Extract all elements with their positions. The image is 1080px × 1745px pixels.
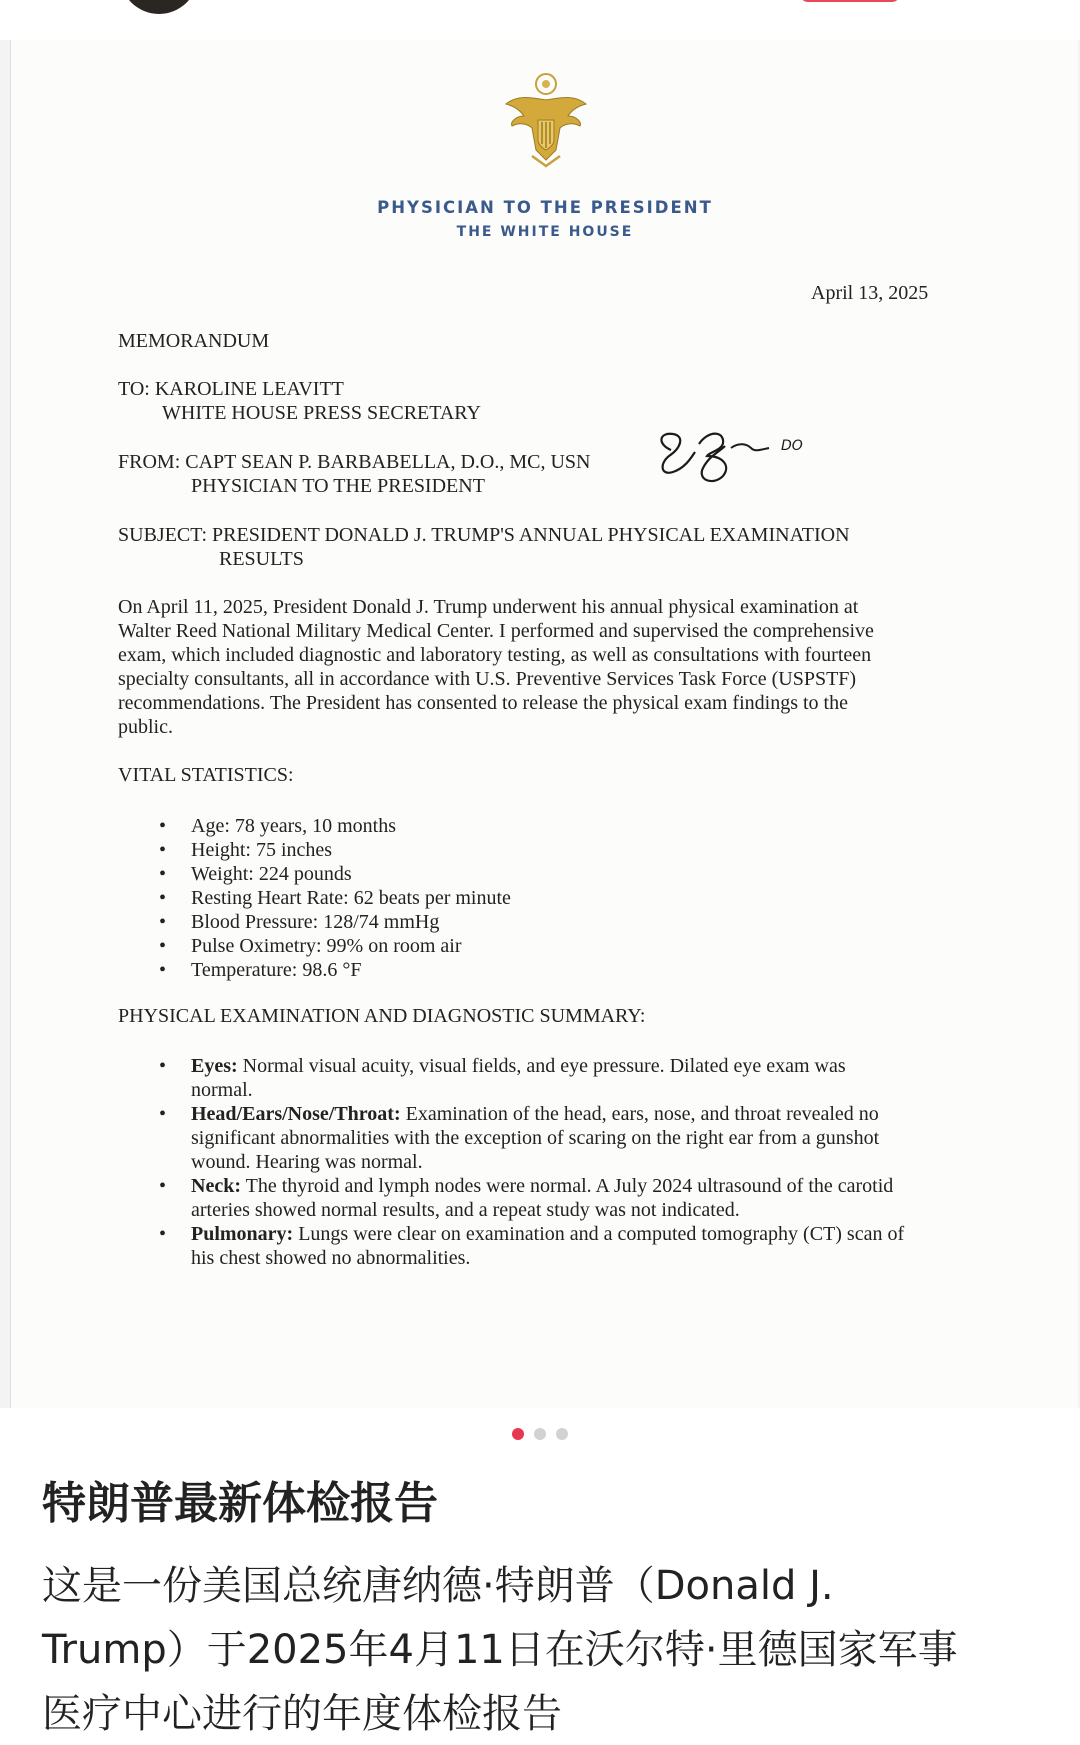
memo-intro-paragraph — [118, 595, 948, 739]
vital-item: • Temperature: 98.6 °F — [151, 958, 511, 982]
memo-subject-cont: RESULTS — [219, 548, 304, 570]
intro-line: On April 11, 2025, President Donald J. Trump underwent his annual physical examination at — [118, 596, 859, 618]
exam-item-text: The thyroid and lymph nodes were normal. A July 2024 ultrasound of the carotid — [240, 1175, 894, 1197]
pager-dot-3[interactable] — [556, 1428, 568, 1440]
vital-item: • Pulse Oximetry: 99% on room air — [151, 934, 511, 958]
letterhead-subtitle: THE WHITE HOUSE — [456, 224, 634, 240]
exam-item-text: arteries showed normal results, and a repeat study was not indicated. — [191, 1199, 740, 1221]
exam-item — [151, 1054, 971, 1102]
carousel-pager[interactable] — [0, 1428, 1080, 1442]
exam-item-label: Pulmonary: — [191, 1223, 294, 1245]
exam-item — [151, 1102, 971, 1174]
memo-date: April 13, 2025 — [811, 282, 929, 304]
image-carousel[interactable] — [0, 40, 1080, 1408]
physician-signature — [651, 422, 831, 492]
memo-to-title: WHITE HOUSE PRESS SECRETARY — [162, 402, 481, 424]
memo-from-name: FROM: CAPT SEAN P. BARBABELLA, D.O., MC, USN — [118, 451, 591, 473]
exam-item-text: wound. Hearing was normal. — [191, 1151, 423, 1173]
intro-line: Walter Reed National Military Medical Center. I performed and supervised the comprehensive — [118, 620, 874, 642]
exam-item-text: Examination of the head, ears, nose, and throat revealed no — [400, 1103, 879, 1125]
intro-line: specialty consultants, all in accordance with U.S. Preventive Services Task Force (USPSTF) — [118, 668, 857, 690]
memo-to-name: TO: KAROLINE LEAVITT — [118, 378, 344, 400]
exam-item-text: normal. — [191, 1079, 253, 1101]
exam-item-label: Neck: — [191, 1175, 241, 1197]
post-body-line: 医疗中心进行的年度体检报告 — [42, 1691, 562, 1737]
pager-dot-2[interactable] — [534, 1428, 546, 1440]
vital-item: • Weight: 224 pounds — [151, 862, 511, 886]
follow-button[interactable] — [800, 0, 900, 2]
vital-item: • Age: 78 years, 10 months — [151, 814, 511, 838]
vitals-heading: VITAL STATISTICS: — [118, 764, 294, 786]
exam-item-label: Head/Ears/Nose/Throat: — [191, 1103, 401, 1125]
vitals-list — [151, 814, 511, 982]
exam-item-text: his chest showed no abnormalities. — [191, 1247, 471, 1269]
post-body — [42, 1554, 1042, 1745]
author-avatar[interactable] — [120, 0, 198, 14]
memo-document-image — [10, 40, 1078, 1408]
pager-dot-1[interactable] — [512, 1428, 524, 1440]
memo-subject: SUBJECT: PRESIDENT DONALD J. TRUMP'S ANNUAL PHYSICAL EXAMINATION — [118, 524, 850, 546]
vital-item: • Resting Heart Rate: 62 beats per minute — [151, 886, 511, 910]
presidential-seal-icon — [496, 70, 596, 170]
letterhead-title: PHYSICIAN TO THE PRESIDENT — [377, 198, 713, 217]
post-body-line: Trump）于2025年4月11日在沃尔特·里德国家军事 — [42, 1627, 958, 1673]
exam-heading: PHYSICAL EXAMINATION AND DIAGNOSTIC SUMMARY: — [118, 1005, 646, 1027]
exam-item-text: Normal visual acuity, visual fields, and eye pressure. Dilated eye exam was — [237, 1055, 846, 1077]
exam-list — [151, 1054, 971, 1270]
signature-suffix: DO — [781, 438, 803, 454]
exam-item — [151, 1174, 971, 1222]
memo-type: MEMORANDUM — [118, 330, 270, 352]
vital-item: • Height: 75 inches — [151, 838, 511, 862]
exam-item-label: Eyes: — [191, 1055, 238, 1077]
post-title: 特朗普最新体检报告 — [42, 1478, 438, 1529]
exam-item-text: significant abnormalities with the exception of scaring on the right ear from a gunshot — [191, 1127, 880, 1149]
exam-item — [151, 1222, 971, 1270]
exam-item-text: Lungs were clear on examination and a computed tomography (CT) scan of — [293, 1223, 905, 1245]
intro-line: recommendations. The President has consented to release the physical exam findings to the — [118, 692, 848, 714]
intro-line: public. — [118, 716, 173, 738]
vital-item: • Blood Pressure: 128/74 mmHg — [151, 910, 511, 934]
post-body-line: 这是一份美国总统唐纳德·特朗普（Donald J. — [42, 1563, 834, 1609]
memo-from-title: PHYSICIAN TO THE PRESIDENT — [191, 475, 485, 497]
intro-line: exam, which included diagnostic and laboratory testing, as well as consultations with fourteen — [118, 644, 872, 666]
